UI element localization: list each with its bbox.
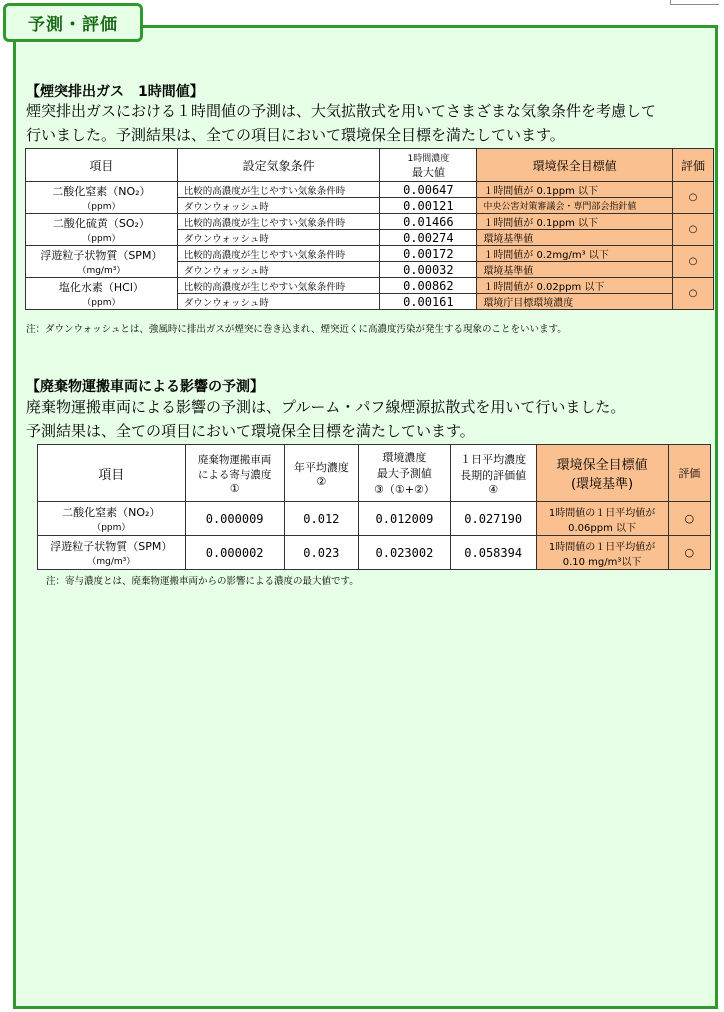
target-cell: １時間値が 0.1ppm 以下 [477,214,673,230]
value-cell: 0.00032 [380,262,477,278]
table-row [26,214,714,230]
th-max [380,149,477,182]
th-contrib-line2: による寄与濃度 [197,468,272,481]
target-line1: 1時間値の１日平均値が [548,507,656,519]
th-item: 項目 [26,149,178,182]
item-name: 二酸化硫黄（SO₂） [52,217,150,230]
target-cell [536,536,668,570]
condition-cell: ダウンウォッシュ時 [177,294,380,310]
table-row [38,502,711,536]
item-name: 浮遊粒子状物質（SPM） [40,249,163,262]
section1-text-line2: 行いました。予測結果は、全ての項目において環境保全目標を満たしています。 [26,126,565,144]
value-cell: 0.00121 [380,198,477,214]
th-daily-line3: ④ [488,482,499,496]
target-note-cell: 環境基準値 [477,230,673,246]
eval-cell: ○ [668,502,710,536]
th-target [536,445,668,502]
value-cell: 0.00172 [380,246,477,262]
item-unit: （mg/m³） [77,266,126,276]
th-max-line1: 1時間濃度 [407,153,450,164]
table-row [26,182,714,198]
target-cell: １時間値が 0.02ppm 以下 [477,278,673,294]
contrib-cell: 0.000009 [185,502,284,536]
table-row [38,536,711,570]
row-item [26,214,178,246]
th-env-line3: ③（①+②） [374,483,435,496]
env-cell: 0.023002 [358,536,450,570]
stack-gas-table [25,148,714,310]
target-cell: １時間値が 0.1ppm 以下 [477,182,673,198]
th-target-line1: 環境保全目標値 [556,458,648,473]
tab-title: 予測・評価 [28,15,118,35]
section2-text-line2: 予測結果は、全ての項目において環境保全目標を満たしています。 [26,422,475,440]
condition-cell: 比較的高濃度が生じやすい気象条件時 [177,214,380,230]
eval-cell: ○ [673,278,714,310]
item-unit: （ppm） [82,234,121,244]
table-row [26,278,714,294]
daily-cell: 0.027190 [450,502,536,536]
env-cell: 0.012009 [358,502,450,536]
th-contrib-line1: 廃棄物運搬車両 [197,453,272,466]
item-name: 二酸化窒素（NO₂） [62,506,161,519]
item-name: 塩化水素（HCl） [58,281,144,294]
item-unit: （mg/m³） [87,557,136,567]
th-condition: 設定気象条件 [177,149,380,182]
th-env-line1: 環境濃度 [382,451,427,464]
value-cell: 0.00647 [380,182,477,198]
eval-cell: ○ [673,182,714,214]
th-contrib [185,445,284,502]
item-name: 二酸化窒素（NO₂） [52,185,151,198]
target-line1: 1時間値の１日平均値が [548,541,656,553]
th-target: 環境保全目標値 [477,149,673,182]
row-item [38,502,186,536]
condition-cell: ダウンウォッシュ時 [177,262,380,278]
th-target-line2: (環境基準) [570,477,634,492]
value-cell: 0.00274 [380,230,477,246]
condition-cell: ダウンウォッシュ時 [177,230,380,246]
th-env [358,445,450,502]
th-daily-line1: １日平均濃度 [460,452,527,466]
th-item: 項目 [38,445,186,502]
th-daily [450,445,536,502]
th-max-line2: 最大値 [411,165,445,179]
contrib-cell: 0.000002 [185,536,284,570]
value-cell: 0.00862 [380,278,477,294]
row-item [26,182,178,214]
window-corner-line [670,0,719,5]
th-eval: 評価 [668,445,710,502]
th-contrib-line3: ① [229,481,240,495]
condition-cell: ダウンウォッシュ時 [177,198,380,214]
section2-heading: 【廃棄物運搬車両による影響の予測】 [26,379,264,395]
eval-cell: ○ [673,246,714,278]
target-line2: 0.06ppm 以下 [568,522,637,534]
target-note-cell: 環境庁目標環境濃度 [477,294,673,310]
item-name: 浮遊粒子状物質（SPM） [50,540,173,553]
target-note-cell: 中央公害対策審議会・専門部会指針値 [477,198,673,214]
target-cell: １時間値が 0.2mg/m³ 以下 [477,246,673,262]
annual-cell: 0.023 [284,536,358,570]
section1-note: 注：ダウンウォッシュとは、強風時に排出ガスが煙突に巻き込まれ、煙突近くに高濃度汚染が発生する現象のことをいいます。 [26,324,567,335]
row-item [26,246,178,278]
section1-text-line1: 煙突排出ガスにおける１時間値の予測は、大気拡散式を用いてさまざまな気象条件を考慮して [26,102,657,120]
th-annual [284,445,358,502]
th-annual-line1: 年平均濃度 [293,460,349,474]
vehicle-impact-table [37,444,711,570]
th-daily-line2: 長期的評価値 [460,468,527,482]
table-row [26,246,714,262]
eval-cell: ○ [668,536,710,570]
target-line2: 0.10 mg/m³以下 [562,556,642,568]
target-cell [536,502,668,536]
item-unit: （ppm） [92,523,131,533]
condition-cell: 比較的高濃度が生じやすい気象条件時 [177,278,380,294]
item-unit: （ppm） [82,202,121,212]
condition-cell: 比較的高濃度が生じやすい気象条件時 [177,246,380,262]
target-note-cell: 環境基準値 [477,262,673,278]
section-tab [3,3,143,42]
section2-note: 注：寄与濃度とは、廃棄物運搬車両からの影響による濃度の最大値です。 [46,576,359,587]
daily-cell: 0.058394 [450,536,536,570]
item-unit: （ppm） [82,298,121,308]
th-env-line2: 最大予測値 [376,467,432,480]
section2-text-line1: 廃棄物運搬車両による影響の予測は、プルーム・パフ線煙源拡散式を用いて行いました。 [26,398,626,416]
eval-cell: ○ [673,214,714,246]
row-item [38,536,186,570]
annual-cell: 0.012 [284,502,358,536]
section1-heading: 【煙突排出ガス 1時間値】 [26,84,204,100]
condition-cell: 比較的高濃度が生じやすい気象条件時 [177,182,380,198]
value-cell: 0.00161 [380,294,477,310]
value-cell: 0.01466 [380,214,477,230]
th-annual-line2: ② [316,474,327,488]
th-eval: 評価 [673,149,714,182]
row-item [26,278,178,310]
